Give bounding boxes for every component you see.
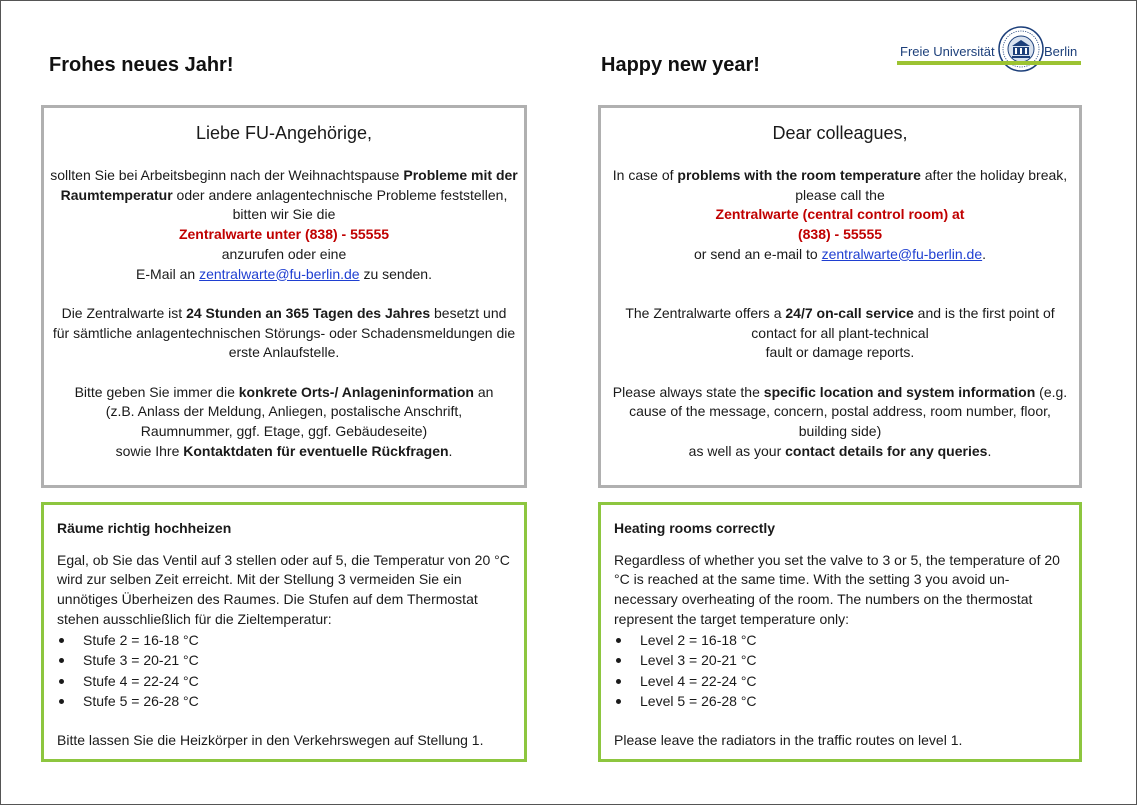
contact-paragraph-1-german: sollten Sie bei Arbeitsbeginn nach der Weihnachtspause Probleme mit der Raumtemperatur oder andere anlagentechnische Probleme feststellen, bitten wir Sie die Zentralwarte unter (838) - 55555 anzurufen oder eine E-Mail an zentralwarte@fu-berlin.de zu senden. (50, 167, 518, 282)
list-item: Level 4 = 22-24 °C (614, 671, 1067, 692)
email-link-english[interactable]: zentralwarte@fu-berlin.de (821, 245, 983, 262)
contact-title-english: Dear colleagues, (772, 123, 908, 143)
list-item: Level 5 = 26-28 °C (614, 691, 1067, 712)
list-item: Level 2 = 16-18 °C (614, 630, 1067, 651)
bullet-icon (59, 638, 64, 643)
contact-paragraph-3-german: Bitte geben Sie immer die konkrete Orts-/ Anlageninformation an (z.B. Anlass der Meldung, Anliegen, postalische Anschrift, Raumnummer, ggf. Etage, ggf. Gebäudeseite) sowie Ihre Kontaktdaten für eventuelle Rückfragen. (74, 383, 494, 459)
hotline-number-german: Zentralwarte unter (838) - 55555 (178, 226, 390, 243)
heating-body-english: Regardless of whether you set the valve to 3 or 5, the temperature of 20 °C is reached at the same time. With the setting 3 you avoid un-necessary overheating of the room. The numbers on the thermostat represent the target temperature only: (614, 551, 1060, 627)
list-item: Stufe 4 = 22-24 °C (57, 671, 512, 692)
university-seal-icon (998, 26, 1044, 72)
contact-title-german: Liebe FU-Angehörige, (195, 123, 373, 143)
heating-box-german (41, 502, 527, 762)
bullet-icon (616, 699, 621, 704)
bullet-icon (616, 679, 621, 684)
heating-box-english (598, 502, 1082, 762)
bullet-icon (616, 658, 621, 663)
fu-berlin-logo (897, 25, 1081, 79)
heading-german: Frohes neues Jahr! (49, 54, 234, 76)
contact-paragraph-3-english: Please always state the specific location and system information (e.g. cause of the message, concern, postal address, room number, floor, building side) as well as your contact details for any queries. (612, 383, 1068, 459)
hotline-number-english: (838) - 55555 (797, 226, 883, 243)
heating-title-english: Heating rooms correctly (614, 520, 776, 536)
bullet-icon (59, 699, 64, 704)
contact-paragraph-2-english: The Zentralwarte offers a 24/7 on-call service and is the first point of contact for all plant-technical fault or damage reports. (625, 304, 1055, 361)
level-list-english (614, 630, 1067, 712)
list-item: Stufe 5 = 26-28 °C (57, 691, 512, 712)
bullet-icon (59, 658, 64, 663)
heating-closing-german: Bitte lassen Sie die Heizkörper in den Verkehrswegen auf Stellung 1. (57, 731, 484, 748)
hotline-label-english: Zentralwarte (central control room) at (715, 206, 965, 223)
level-list-german (57, 630, 512, 712)
heating-closing-english: Please leave the radiators in the traffic routes on level 1. (614, 731, 963, 748)
contact-box-german (41, 105, 527, 488)
email-link-german[interactable]: zentralwarte@fu-berlin.de (199, 265, 360, 282)
list-item: Level 3 = 20-21 °C (614, 650, 1067, 671)
logo-green-bar (897, 61, 1081, 65)
heating-body-german: Egal, ob Sie das Ventil auf 3 stellen oder auf 5, die Temperatur von 20 °C wird zur selben Zeit erreicht. Mit der Stellung 3 vermeiden Sie ein unnötiges Überheizen des Raumes. Die Stufen auf dem Thermostat stehen ausschließlich für die Zieltemperatur: (57, 551, 510, 627)
heating-title-german: Räume richtig hochheizen (57, 520, 232, 536)
list-item: Stufe 3 = 20-21 °C (57, 650, 512, 671)
heading-english: Happy new year! (601, 54, 760, 76)
logo-text-left: Freie Universität (900, 44, 995, 59)
bullet-icon (59, 679, 64, 684)
list-item: Stufe 2 = 16-18 °C (57, 630, 512, 651)
bullet-icon (616, 638, 621, 643)
contact-paragraph-2-german: Die Zentralwarte ist 24 Stunden an 365 Tagen des Jahres besetzt und für sämtliche anlagentechnischen Störungs- oder Schadensmeldungen die erste Anlaufstelle. (52, 304, 516, 361)
contact-paragraph-1-english: In case of problems with the room temperature after the holiday break, please call the Zentralwarte (central control room) at (838) - 55555 or send an e-mail to zentralwarte@fu-berlin.de. (612, 167, 1068, 262)
logo-text-right: Berlin (1044, 44, 1078, 59)
contact-box-english (598, 105, 1082, 488)
